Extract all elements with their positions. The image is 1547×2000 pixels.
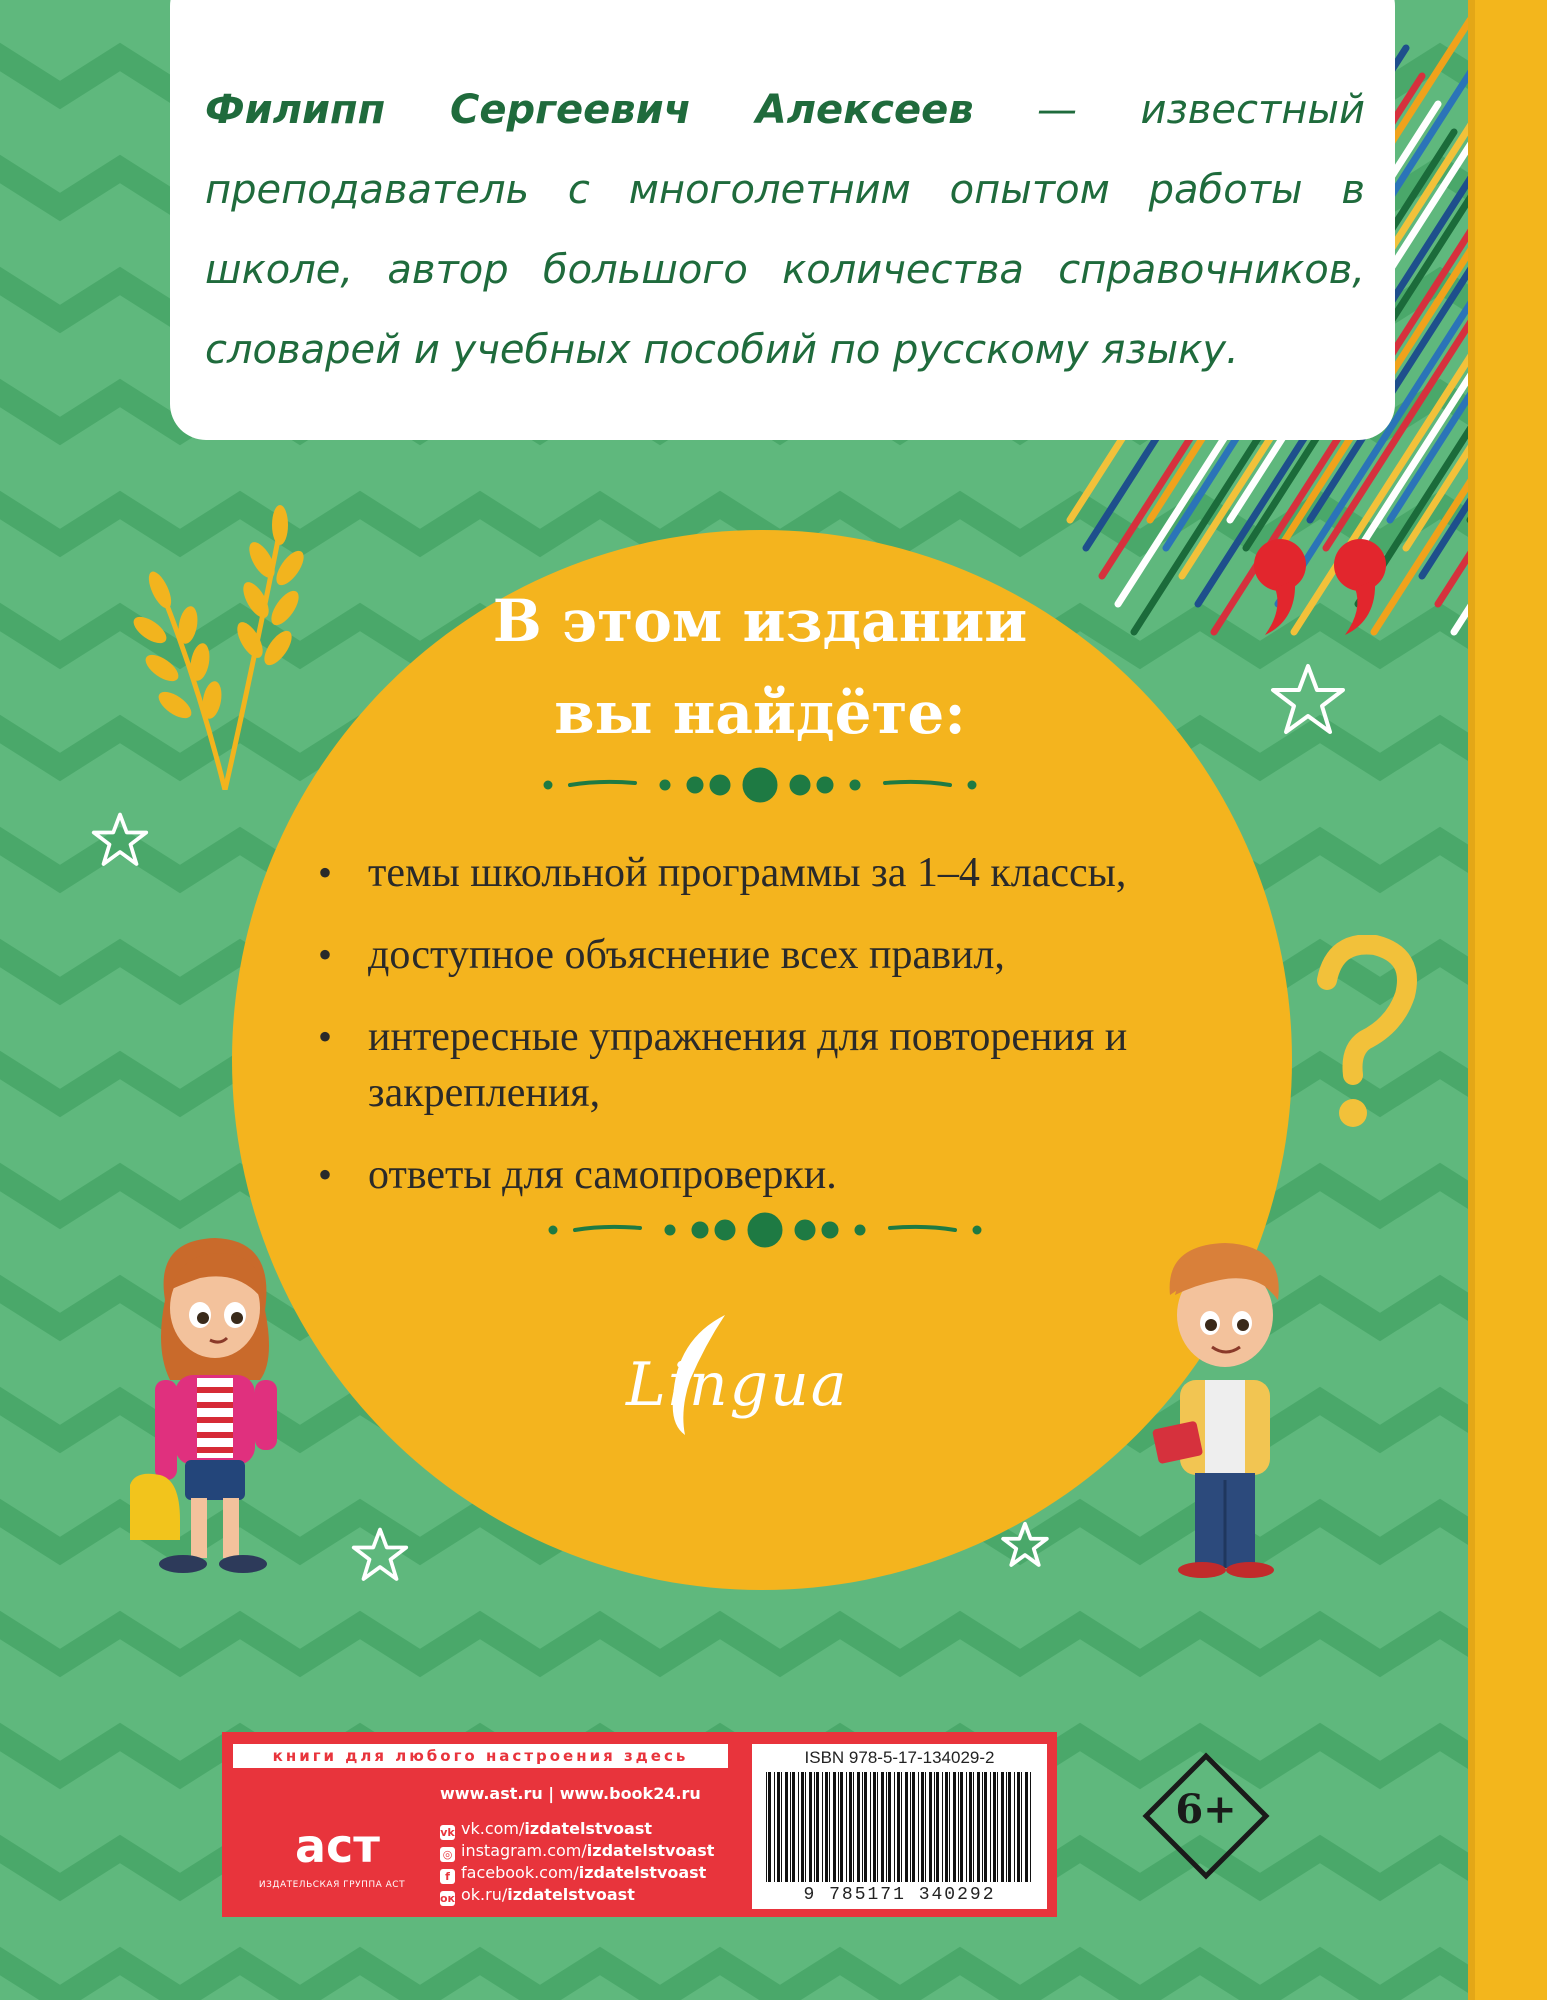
social-link-instagram[interactable]: ◎ instagram.com/izdatelstvoast — [440, 1840, 714, 1862]
wheat-icon — [130, 490, 330, 790]
barcode-bar — [934, 1772, 935, 1882]
publisher-logo — [245, 1800, 425, 1880]
star-icon — [350, 1525, 410, 1585]
odnoklassniki-icon: ок — [440, 1892, 456, 1905]
barcode-bar — [829, 1772, 830, 1882]
barcode-bar — [1006, 1772, 1007, 1882]
author-bio — [205, 70, 1365, 390]
spine-edge — [1468, 0, 1475, 2000]
barcode-bar — [790, 1772, 791, 1882]
barcode-bar — [873, 1772, 876, 1882]
barcode-bar — [966, 1772, 967, 1882]
barcode-bar — [973, 1772, 974, 1882]
barcode-bar — [993, 1772, 996, 1882]
social-link-facebook[interactable]: f facebook.com/izdatelstvoast — [440, 1862, 714, 1884]
barcode-bar — [870, 1772, 871, 1882]
feature-item — [318, 1147, 1238, 1203]
ornament-divider — [540, 765, 980, 805]
barcode-bar — [781, 1772, 782, 1882]
barcode-bar — [942, 1772, 943, 1882]
barcode-bar — [921, 1772, 924, 1882]
publisher-tagline: книги для любого настроения здесь — [272, 1747, 689, 1765]
barcode-icon — [760, 1768, 1040, 1888]
highlights-heading — [330, 575, 1190, 759]
barcode-bar — [774, 1772, 775, 1882]
feature-text: интересные упражнения для повторения и закрепления, — [368, 1014, 1128, 1116]
bullet-icon: • — [318, 1152, 333, 1197]
bullet-icon: • — [318, 932, 333, 977]
barcode-bar — [910, 1772, 911, 1882]
barcode-bar — [853, 1772, 854, 1882]
barcode-bar — [849, 1772, 852, 1882]
barcode-bar — [969, 1772, 972, 1882]
barcode-bar — [777, 1772, 780, 1882]
barcode-bar — [805, 1772, 806, 1882]
barcode-bar — [949, 1772, 950, 1882]
barcode-bar — [785, 1772, 788, 1882]
barcode-bar — [1030, 1772, 1031, 1882]
barcode-bar — [897, 1772, 900, 1882]
barcode-bar — [792, 1772, 795, 1882]
instagram-icon: ◎ — [440, 1847, 455, 1862]
barcode-bar — [766, 1772, 767, 1882]
barcode-bar — [862, 1772, 863, 1882]
social-link-odnoklassniki[interactable]: ок ok.ru/izdatelstvoast — [440, 1885, 635, 1905]
barcode-bar — [864, 1772, 867, 1882]
barcode-bar — [1008, 1772, 1011, 1882]
barcode-bar — [857, 1772, 860, 1882]
barcode-bar — [953, 1772, 956, 1882]
barcode-bar — [1001, 1772, 1004, 1882]
girl-illustration — [125, 1230, 315, 1580]
isbn-number: ISBN 978-5-17-134029-2 — [804, 1748, 995, 1767]
feature-text: темы школьной программы за 1–4 классы, — [368, 850, 1127, 896]
publisher-logo-text: аст — [295, 1819, 380, 1873]
barcode-bar — [822, 1772, 823, 1882]
barcode-bar — [984, 1772, 987, 1882]
barcode-bar — [982, 1772, 983, 1882]
barcode-bar — [958, 1772, 959, 1882]
barcode-bar — [929, 1772, 932, 1882]
barcode-bar — [960, 1772, 963, 1882]
feature-item — [318, 845, 1238, 901]
barcode-bar — [1014, 1772, 1015, 1882]
barcode-bar — [814, 1772, 815, 1882]
barcode-bar — [888, 1772, 891, 1882]
book-spine — [1475, 0, 1547, 2000]
bullet-icon: • — [318, 1014, 333, 1059]
barcode-bar — [977, 1772, 980, 1882]
bullet-icon: • — [318, 850, 333, 895]
barcode-bar — [925, 1772, 926, 1882]
barcode-bar — [936, 1772, 939, 1882]
author-description: — известный преподаватель с многолетним опытом работы в школе, автор большого количества справочников, словарей и учебных пособий по русскому языку. — [205, 87, 1365, 373]
lingua-logo: Lingua — [626, 1350, 849, 1420]
barcode-bar — [816, 1772, 819, 1882]
publisher-caption: ИЗДАТЕЛЬСКАЯ ГРУППА АСТ — [258, 1880, 406, 1890]
features-list — [318, 845, 1238, 1229]
barcode-bar — [886, 1772, 887, 1882]
heading-line-2: вы найдёте: — [554, 679, 966, 747]
barcode-bar — [1025, 1772, 1028, 1882]
feature-item — [318, 1009, 1238, 1121]
barcode-bar — [1021, 1772, 1022, 1882]
barcode-bar — [877, 1772, 878, 1882]
author-name: Филипп Сергеевич Алексеев — [205, 87, 974, 133]
star-icon — [90, 810, 150, 870]
barcode-bar — [840, 1772, 843, 1882]
barcode-bar — [912, 1772, 915, 1882]
barcode-bar — [990, 1772, 991, 1882]
barcode-bar — [833, 1772, 836, 1882]
barcode-bar — [798, 1772, 799, 1882]
social-link-vk[interactable]: vk vk.com/izdatelstvoast — [440, 1819, 652, 1839]
barcode-bar — [894, 1772, 895, 1882]
barcode-bar — [846, 1772, 847, 1882]
barcode-bar — [881, 1772, 884, 1882]
heading-line-1: В этом издании — [492, 587, 1028, 655]
quotation-marks-icon — [1245, 530, 1405, 640]
barcode-bar — [1017, 1772, 1020, 1882]
boy-illustration — [1140, 1235, 1310, 1580]
vk-icon: vk — [440, 1826, 455, 1839]
barcode-bar — [901, 1772, 902, 1882]
barcode-bar — [838, 1772, 839, 1882]
barcode-bar — [768, 1772, 771, 1882]
barcode-bar — [905, 1772, 908, 1882]
facebook-icon: f — [440, 1869, 455, 1884]
barcode-bar — [918, 1772, 919, 1882]
barcode-digits: 9 785171 340292 — [803, 1885, 996, 1905]
feature-text: доступное объяснение всех правил, — [368, 932, 1005, 978]
barcode-bar — [997, 1772, 998, 1882]
age-rating: 6+ — [1175, 1786, 1237, 1833]
publisher-websites[interactable]: www.ast.ru | www.book24.ru — [440, 1784, 701, 1803]
barcode-bar — [825, 1772, 828, 1882]
question-mark-icon — [1305, 935, 1425, 1135]
star-icon — [1268, 660, 1348, 740]
barcode-bar — [945, 1772, 948, 1882]
social-links — [440, 1818, 714, 1906]
barcode-bar — [809, 1772, 812, 1882]
feature-text: ответы для самопроверки. — [368, 1152, 837, 1198]
feature-item — [318, 927, 1238, 983]
barcode-bar — [801, 1772, 804, 1882]
